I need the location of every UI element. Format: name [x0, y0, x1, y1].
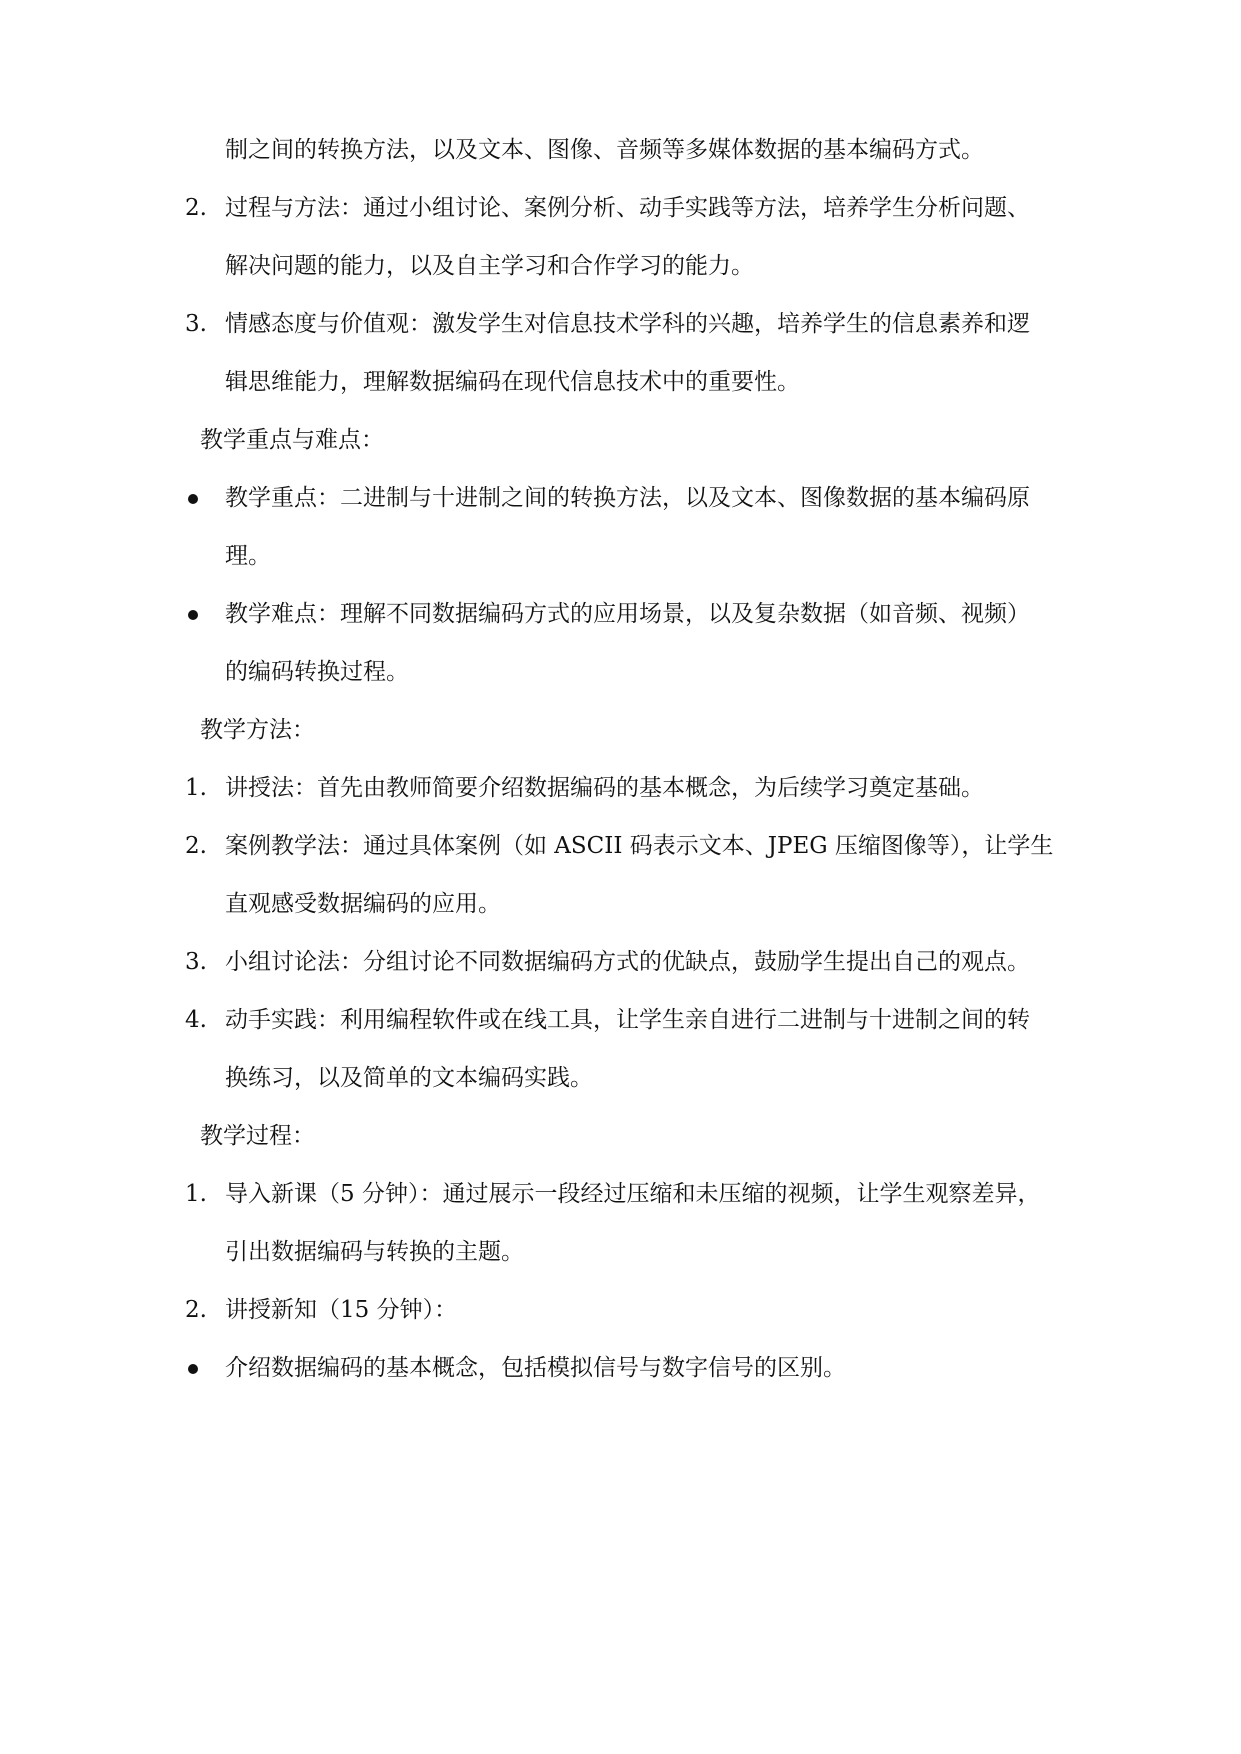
line-text: 制之间的转换方法，以及文本、图像、音频等多媒体数据的基本编码方式。 — [225, 137, 984, 163]
list-number: 2. — [185, 833, 207, 859]
line-text: 的编码转换过程。 — [225, 659, 409, 685]
line-text: 案例教学法：通过具体案例（如 ASCII 码表示文本、JPEG 压缩图像等），让学生 — [225, 833, 1054, 859]
list-number: 2. — [185, 195, 207, 221]
line-text: 小组讨论法：分组讨论不同数据编码方式的优缺点，鼓励学生提出自己的观点。 — [225, 949, 1030, 975]
line-text: 情感态度与价值观：激发学生对信息技术学科的兴趣，培养学生的信息素养和逻 — [225, 311, 1030, 337]
line-text: 教学过程： — [200, 1123, 315, 1149]
list-number: 1. — [185, 1181, 207, 1207]
bullet-dot-icon — [188, 610, 198, 620]
list-number: 1. — [185, 775, 207, 801]
list-number: 2. — [185, 1297, 207, 1323]
line-text: 辑思维能力，理解数据编码在现代信息技术中的重要性。 — [225, 369, 800, 395]
line-text: 讲授新知（15 分钟）： — [225, 1297, 458, 1323]
line-text: 理。 — [225, 543, 271, 569]
bullet-dot-icon — [188, 494, 198, 504]
line-text: 教学重点与难点： — [200, 427, 384, 453]
line-text: 动手实践：利用编程软件或在线工具，让学生亲自进行二进制与十进制之间的转 — [225, 1007, 1030, 1033]
line-text: 教学重点：二进制与十进制之间的转换方法，以及文本、图像数据的基本编码原 — [225, 485, 1030, 511]
line-text: 介绍数据编码的基本概念，包括模拟信号与数字信号的区别。 — [225, 1355, 846, 1381]
line-text: 讲授法：首先由教师简要介绍数据编码的基本概念，为后续学习奠定基础。 — [225, 775, 984, 801]
line-text: 过程与方法：通过小组讨论、案例分析、动手实践等方法，培养学生分析问题、 — [225, 195, 1030, 221]
line-text: 引出数据编码与转换的主题。 — [225, 1239, 524, 1265]
line-text: 直观感受数据编码的应用。 — [225, 891, 501, 917]
line-text: 换练习，以及简单的文本编码实践。 — [225, 1065, 593, 1091]
line-text: 教学难点：理解不同数据编码方式的应用场景，以及复杂数据（如音频、视频） — [225, 601, 1030, 627]
bullet-dot-icon — [188, 1364, 198, 1374]
list-number: 3. — [185, 311, 207, 337]
line-text: 教学方法： — [200, 717, 315, 743]
list-number: 3. — [185, 949, 207, 975]
line-text: 解决问题的能力，以及自主学习和合作学习的能力。 — [225, 253, 754, 279]
list-number: 4. — [185, 1007, 207, 1033]
line-text: 导入新课（5 分钟）：通过展示一段经过压缩和未压缩的视频，让学生观察差异， — [225, 1181, 1041, 1207]
